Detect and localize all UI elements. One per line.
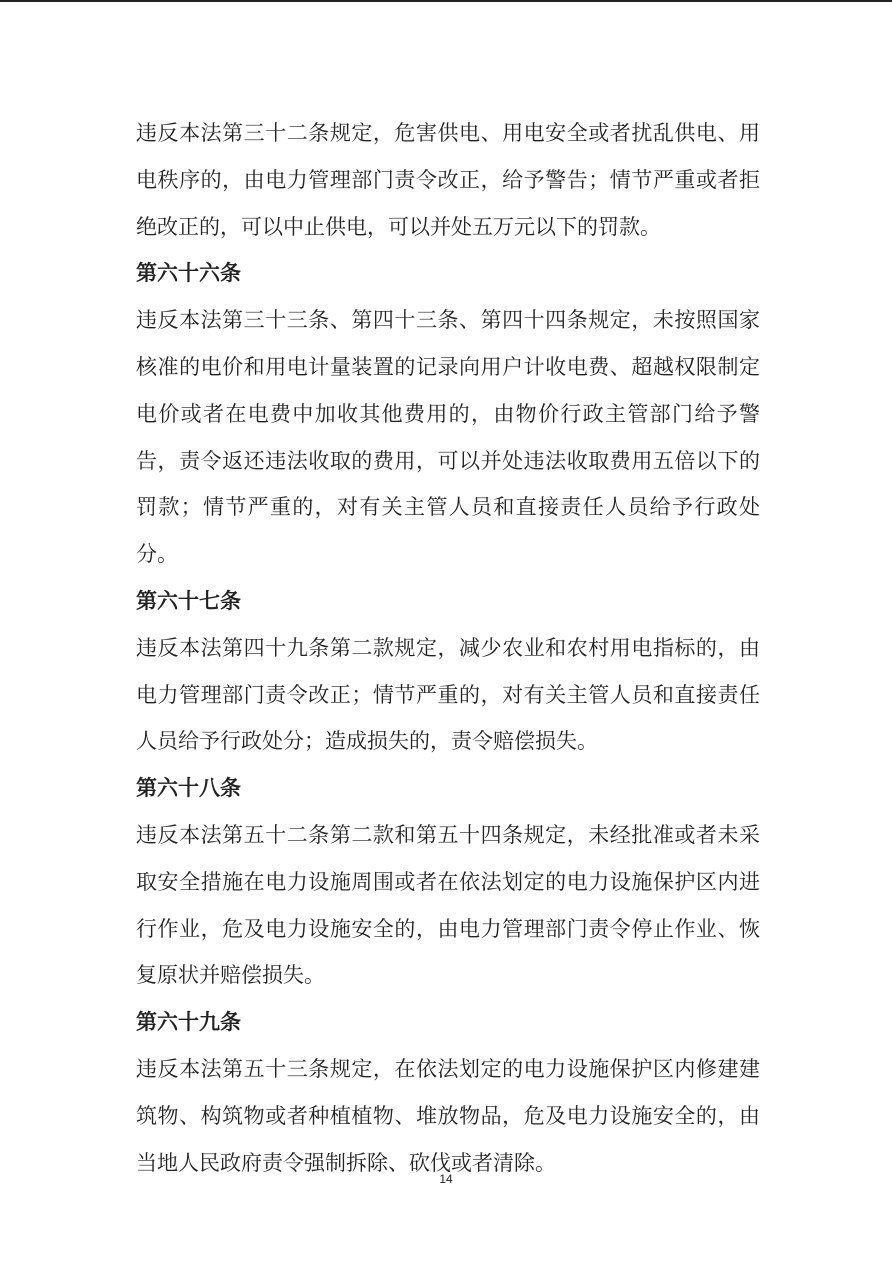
heading-article-69: 第六十九条 bbox=[136, 1010, 241, 1035]
paragraph-article-68-text: 违反本法第五十二条第二款和第五十四条规定，未经批准或者未采取安全措施在电力设施周围或者在依法划定的电力设施保护区内进行作业，危及电力设施安全的，由电力管理部门责令停止作业、恢复原状并赔偿损失。 bbox=[136, 822, 760, 988]
page-number: 14 bbox=[439, 1172, 453, 1186]
heading-article-66: 第六十六条 bbox=[136, 261, 241, 286]
paragraph-article-66-text: 违反本法第三十三条、第四十三条、第四十四条规定，未按照国家核准的电价和用电计量装置的记录向用户计收电费、超越权限制定电价或者在电费中加收其他费用的，由物价行政主管部门给予警告，责令返还违法收取的费用，可以并处违法收取费用五倍以下的罚款；情节严重的，对有关主管人员和直接责任人员给予行政处分。 bbox=[136, 308, 760, 567]
top-border-line bbox=[0, 0, 892, 2]
heading-article-68: 第六十八条 bbox=[136, 776, 241, 801]
paragraph-article-65-text: 违反本法第三十二条规定，危害供电、用电安全或者扰乱供电、用电秩序的，由电力管理部门责令改正，给予警告；情节严重或者拒绝改正的，可以中止供电，可以并处五万元以下的罚款。 bbox=[136, 121, 760, 239]
heading-article-67: 第六十七条 bbox=[136, 588, 241, 613]
document-body bbox=[136, 110, 760, 1186]
paragraph-article-67-text: 违反本法第四十九条第二款规定，减少农业和农村用电指标的，由电力管理部门责令改正；情节严重的，对有关主管人员和直接责任人员给予行政处分；造成损失的，责令赔偿损失。 bbox=[136, 635, 760, 754]
paragraph-article-69-text: 违反本法第五十三条规定，在依法划定的电力设施保护区内修建建筑物、构筑物或者种植植物、堆放物品，危及电力设施安全的，由当地人民政府责令强制拆除、砍伐或者清除。 bbox=[136, 1056, 760, 1175]
